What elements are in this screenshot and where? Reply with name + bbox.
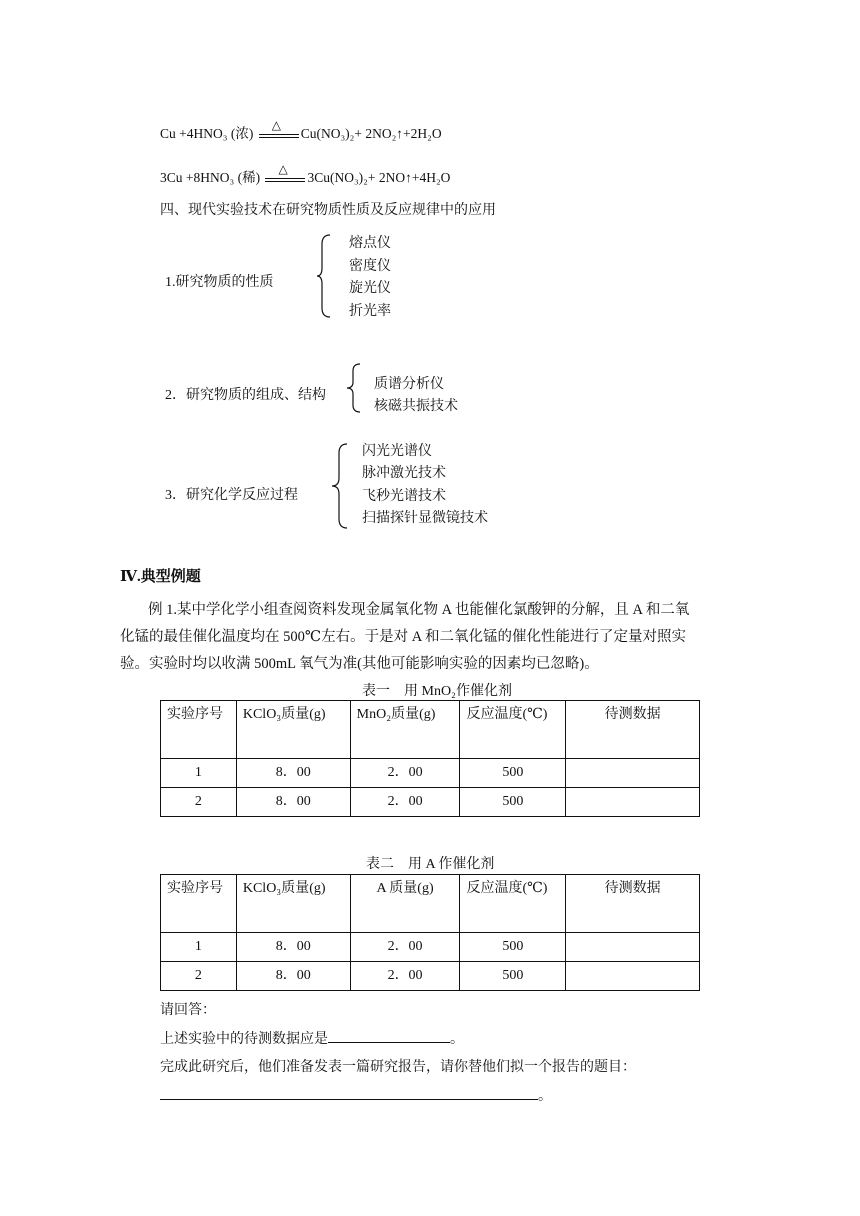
table-cell: 2．00 xyxy=(350,759,460,788)
left-brace-icon xyxy=(316,234,332,318)
group-3-item: 飞秒光谱技术 xyxy=(362,489,446,504)
equation-1-right: Cu(NO₃)₂+ 2NO₂↑+2H₂O xyxy=(300,126,442,141)
table-cell: 1 xyxy=(161,933,237,962)
group-1-item: 折光率 xyxy=(349,304,391,319)
table-1-caption: 表一 用 MnO₂作催化剂 xyxy=(362,684,512,699)
group-1-item: 熔点仪 xyxy=(349,236,391,251)
header-cell: 待测数据 xyxy=(566,701,700,759)
group-3-item: 闪光光谱仪 xyxy=(362,444,432,459)
left-brace-icon xyxy=(331,443,349,529)
heat-triangle-icon: △ xyxy=(271,117,281,132)
example-line: 化锰的最佳催化温度均在 500℃左右。于是对 A 和二氧化锰的催化性能进行了定量对照实 xyxy=(120,629,687,645)
group-3-item: 扫描探针显微镜技术 xyxy=(362,511,488,526)
section-4-title: 四、现代实验技术在研究物质性质及反应规律中的应用 xyxy=(160,203,496,218)
question-1 xyxy=(160,1027,464,1048)
table-cell-blank[interactable] xyxy=(566,962,700,991)
question-2: 完成此研究后，他们准备发表一篇研究报告，请你替他们拟一个报告的题目： xyxy=(160,1060,636,1075)
table-1 xyxy=(160,700,700,817)
group-1-label: 1.研究物质的性质 xyxy=(165,275,274,290)
group-2-item: 核磁共振技术 xyxy=(374,399,458,414)
table-row xyxy=(161,933,700,962)
section-title: Ⅳ.典型例题 xyxy=(120,569,201,585)
header-cell: 待测数据 xyxy=(566,875,700,933)
heat-triangle-icon: △ xyxy=(278,161,288,176)
table-header-row xyxy=(161,875,700,933)
table-cell: 2．00 xyxy=(350,933,460,962)
group-1-item: 密度仪 xyxy=(349,259,391,274)
header-cell: 实验序号 xyxy=(161,875,237,933)
header-cell: KClO₃质量(g) xyxy=(236,875,350,933)
table-cell: 2 xyxy=(161,962,237,991)
header-cell: MnO₂质量(g) xyxy=(350,701,460,759)
table-cell: 8．00 xyxy=(236,933,350,962)
table-cell-blank[interactable] xyxy=(566,759,700,788)
table-2-caption: 表二 用 A 作催化剂 xyxy=(366,857,495,872)
table-cell: 500 xyxy=(460,759,566,788)
table-2 xyxy=(160,874,700,991)
table-cell: 1 xyxy=(161,759,237,788)
table-cell: 8．00 xyxy=(236,788,350,817)
table-row xyxy=(161,788,700,817)
example-line: 例 1.某中学化学小组查阅资料发现金属氧化物 A 也能催化氯酸钾的分解，且 A 和二氧 xyxy=(148,602,690,618)
left-brace-icon xyxy=(346,363,362,413)
group-3-label: 3．研究化学反应过程 xyxy=(165,488,298,503)
group-2-label: 2．研究物质的组成、结构 xyxy=(165,388,326,403)
group-1-item: 旋光仪 xyxy=(349,281,391,296)
table-cell: 500 xyxy=(460,788,566,817)
equation-1 xyxy=(160,117,442,142)
table-cell-blank[interactable] xyxy=(566,788,700,817)
table-header-row xyxy=(161,701,700,759)
header-cell: 实验序号 xyxy=(161,701,237,759)
table-cell-blank[interactable] xyxy=(566,933,700,962)
heat-condition-sign xyxy=(265,161,305,186)
header-cell: A 质量(g) xyxy=(350,875,460,933)
table-cell: 2．00 xyxy=(350,962,460,991)
heat-condition-sign xyxy=(259,117,299,142)
table-cell: 500 xyxy=(460,962,566,991)
table-row xyxy=(161,962,700,991)
header-cell: 反应温度(℃) xyxy=(460,875,566,933)
question-1-text: 上述实验中的待测数据应是 xyxy=(160,1032,328,1047)
table-cell: 2．00 xyxy=(350,788,460,817)
header-cell: 反应温度(℃) xyxy=(460,701,566,759)
answer-blank-1[interactable] xyxy=(328,1027,450,1043)
question-2-end: 。 xyxy=(538,1089,552,1104)
header-cell: KClO₃质量(g) xyxy=(236,701,350,759)
table-row xyxy=(161,759,700,788)
equation-1-left: Cu +4HNO₃ (浓) xyxy=(160,126,254,141)
group-2-item: 质谱分析仪 xyxy=(374,377,444,392)
table-cell: 8．00 xyxy=(236,759,350,788)
equation-2-left: 3Cu +8HNO₃ (稀) xyxy=(160,170,261,185)
table-cell: 500 xyxy=(460,933,566,962)
question-intro: 请回答： xyxy=(160,1003,216,1018)
answer-blank-2[interactable] xyxy=(160,1084,538,1100)
equation-2-right: 3Cu(NO₃)₂+ 2NO↑+4H₂O xyxy=(307,170,451,185)
table-cell: 2 xyxy=(161,788,237,817)
question-1-end: 。 xyxy=(450,1032,464,1047)
equation-2 xyxy=(160,161,451,186)
answer-line-2 xyxy=(160,1084,552,1105)
group-3-item: 脉冲激光技术 xyxy=(362,466,446,481)
table-cell: 8．00 xyxy=(236,962,350,991)
example-line: 验。实验时均以收满 500mL 氧气为准(其他可能影响实验的因素均已忽略)。 xyxy=(120,656,599,672)
